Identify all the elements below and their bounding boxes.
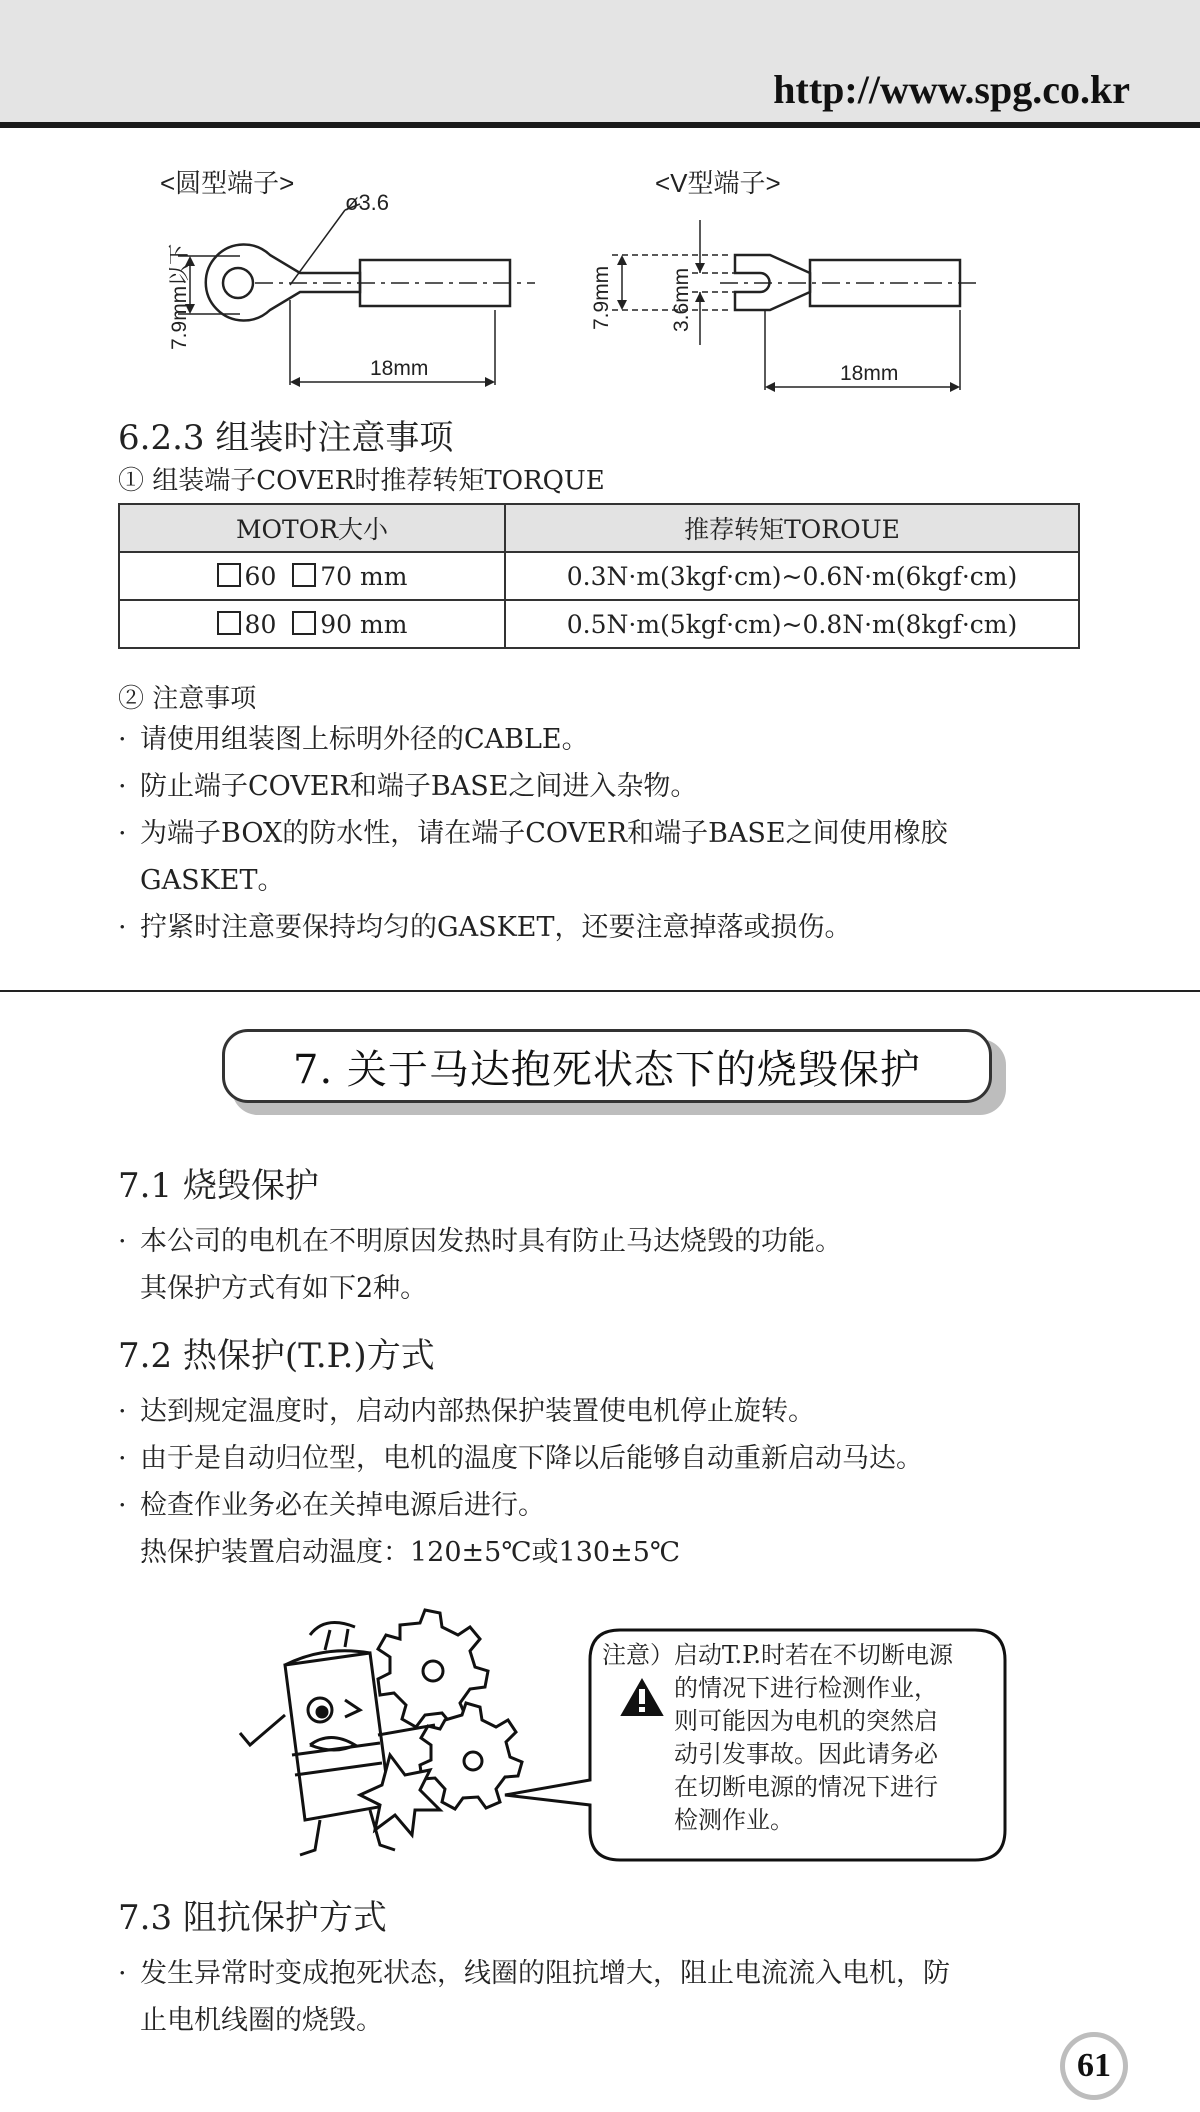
v-length-label: 18mm [840,362,899,385]
v-slot-label: 3.6mm [670,267,693,332]
warning-line: 启动T.P.时若在不切断电源 [674,1641,954,1669]
list-item: · 为端子BOX的防水性，请在端子COVER和端子BASE之间使用橡胶 [118,810,1098,857]
page-number: 61 [1065,2037,1123,2095]
size-value: 80 [244,609,277,639]
warning-line: 则可能因为电机的突然启 [674,1707,938,1735]
section-73-title: 7.3 阻抗保护方式 [118,1898,387,1938]
header-url[interactable]: http://www.spg.co.kr [773,67,1130,112]
header-rule [0,122,1200,128]
page-number-badge [1060,2032,1128,2100]
section-divider [0,990,1200,992]
list-item-continued: 其保护方式有如下2种。 [140,1273,428,1304]
chapter-7-title: 7. 关于马达抱死状态下的烧毁保护 [222,1029,992,1103]
section-623-title: 6.2.3 组装时注意事项 [118,418,454,458]
warning-line: 检测作业。 [674,1806,794,1834]
section-72-title: 7.2 热保护(T.P.)方式 [118,1336,435,1376]
table-header-row [119,504,1079,552]
s71-list [118,1218,1098,1312]
square-icon [217,611,241,635]
round-height-label: 7.9mm以下 [168,243,191,350]
motor-size-cell [119,600,505,648]
torque-table [118,503,1080,649]
square-icon [292,563,316,587]
table-row [119,600,1079,648]
table-header-torque: 推荐转矩TOROUE [505,504,1079,552]
list-item: · 防止端子COVER和端子BASE之间进入杂物。 [118,763,1098,810]
list-item: · 检查作业务必在关掉电源后进行。 [118,1482,1098,1529]
terminal-diagrams [160,160,1000,405]
gear-icon [420,1703,522,1809]
motor-size-cell [119,552,505,600]
list-item-continued: GASKET。 [140,865,285,896]
square-icon [217,563,241,587]
list-item-continued: 止电机线圈的烧毁。 [140,2005,383,2036]
list-item: · 达到规定温度时，启动内部热保护装置使电机停止旋转。 [118,1388,1098,1435]
size-value: 70 mm [320,561,408,591]
table-row [119,552,1079,600]
s72-list [118,1388,1098,1576]
table-header-motor: MOTOR大小 [119,504,505,552]
torque-cell: 0.3N·m(3kgf·cm)~0.6N·m(6kgf·cm) [505,552,1079,600]
warning-line: 在切断电源的情况下进行 [674,1773,938,1801]
warning-line: 动引发事故。因此请务必 [674,1740,938,1768]
size-value: 90 mm [320,609,408,639]
list-item: · 请使用组装图上标明外径的CABLE。 [118,716,1098,763]
round-terminal-title: <圆型端子> [160,168,295,198]
warning-line: 的情况下进行检测作业， [674,1674,938,1702]
section-623-sub2: ② 注意事项 [118,684,257,714]
notes-list [118,716,1098,951]
section-71-title: 7.1 烧毁保护 [118,1166,319,1206]
v-height-label: 7.9mm [590,265,613,330]
section-623-sub1: ① 组装端子COVER时推荐转矩TORQUE [118,466,605,496]
warning-label: 注意） [602,1641,674,1669]
torque-cell: 0.5N·m(5kgf·cm)~0.8N·m(8kgf·cm) [505,600,1079,648]
list-item: · 由于是自动归位型，电机的温度下降以后能够自动重新启动马达。 [118,1435,1098,1482]
round-hole-label: ø3.6 [345,190,390,215]
list-item: · 拧紧时注意要保持均匀的GASKET，还要注意掉落或损伤。 [118,904,1098,951]
size-value: 60 [244,561,277,591]
round-length-label: 18mm [370,357,429,380]
square-icon [292,611,316,635]
v-terminal-title: <V型端子> [655,168,781,198]
list-item: · 本公司的电机在不明原因发热时具有防止马达烧毁的功能。 [118,1218,1098,1265]
list-item: · 发生异常时变成抱死状态，线圈的阻抗增大，阻止电流流入电机，防 [118,1950,1098,1997]
warning-illustration [230,1605,1010,1870]
list-item-continued: 热保护装置启动温度：120±5℃或130±5℃ [140,1537,681,1568]
s73-list [118,1950,1098,2044]
